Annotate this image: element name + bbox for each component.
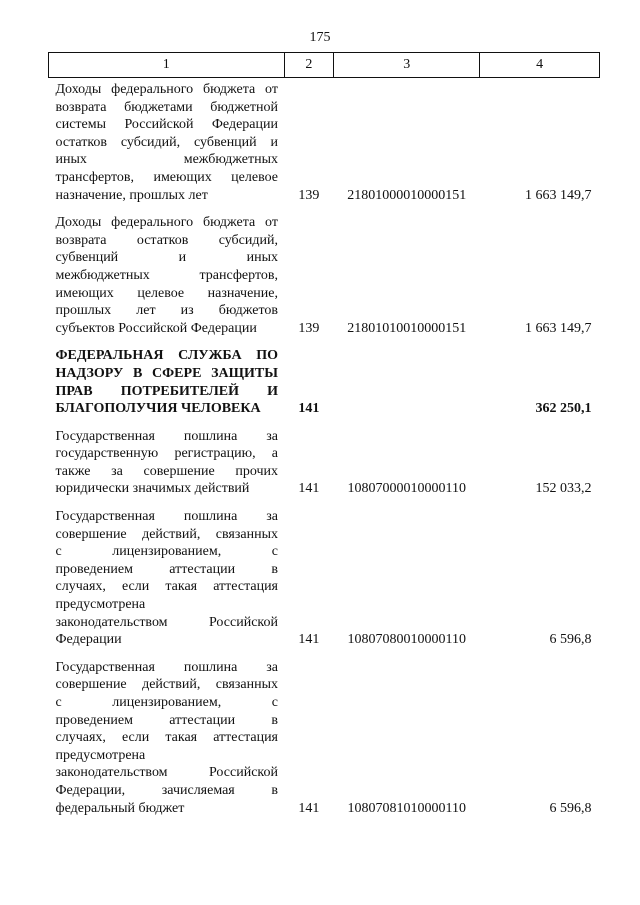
kbk-code bbox=[334, 337, 480, 417]
description-line: предусмотрена bbox=[55, 597, 146, 613]
kbk-code: 21801000010000151 bbox=[347, 187, 467, 203]
amount: 6 596,8 bbox=[549, 632, 592, 648]
description-line: субвенций и иных bbox=[55, 250, 278, 266]
description-line: имеющих целевое назначение, bbox=[55, 285, 278, 301]
admin-code: 141 bbox=[298, 632, 320, 648]
admin-code: 139 bbox=[298, 187, 320, 203]
description-line: БЛАГОПОЛУЧИЯ ЧЕЛОВЕКА bbox=[55, 401, 261, 417]
column-header-2: 2 bbox=[284, 53, 334, 78]
description-line: Федерации, зачисляемая в bbox=[55, 782, 278, 798]
row-description bbox=[49, 498, 285, 649]
description-line: субъектов Российской Федерации bbox=[55, 320, 257, 336]
description-line: Доходы федерального бюджета от bbox=[55, 215, 278, 231]
description-line: системы Российской Федерации bbox=[55, 117, 278, 133]
row-description bbox=[49, 204, 285, 337]
admin-code: 141 bbox=[298, 401, 320, 417]
description-line: НАДЗОРУ В СФЕРЕ ЗАЩИТЫ bbox=[55, 365, 278, 381]
description-line: возврата остатков субсидий, bbox=[55, 232, 278, 248]
page-number: 175 bbox=[309, 30, 331, 45]
description-line: возврата бюджетами бюджетной bbox=[55, 99, 278, 115]
table-row bbox=[49, 204, 600, 337]
table-row bbox=[49, 78, 600, 205]
description-line: Государственная пошлина за bbox=[55, 509, 278, 525]
table-header bbox=[49, 53, 600, 78]
description-line: случаях, если такая аттестация bbox=[55, 579, 278, 595]
description-line: иных межбюджетных bbox=[55, 152, 278, 168]
amount: 1 663 149,7 bbox=[525, 187, 592, 203]
description-line: Государственная пошлина за bbox=[55, 428, 278, 444]
description-line: предусмотрена bbox=[55, 747, 146, 763]
kbk-code: 10807000010000110 bbox=[347, 481, 467, 497]
description-line: Федерации bbox=[55, 632, 122, 648]
description-line: проведением аттестации в bbox=[55, 561, 278, 577]
amount: 152 033,2 bbox=[535, 481, 592, 497]
description-line: прошлых лет из бюджетов bbox=[55, 303, 278, 319]
description-line: проведением аттестации в bbox=[55, 712, 278, 728]
description-line: также за совершение прочих bbox=[55, 463, 278, 479]
row-description bbox=[49, 78, 285, 205]
amount: 362 250,1 bbox=[535, 401, 592, 417]
admin-code: 141 bbox=[298, 800, 320, 816]
description-line: Государственная пошлина за bbox=[55, 659, 278, 675]
row-description bbox=[49, 337, 285, 417]
admin-code: 141 bbox=[298, 481, 320, 497]
description-line: совершение действий, связанных bbox=[55, 526, 278, 542]
kbk-code: 10807081010000110 bbox=[347, 800, 467, 816]
description-line: случаях, если такая аттестация bbox=[55, 730, 278, 746]
description-line: с лицензированием, с bbox=[55, 544, 278, 560]
table-body bbox=[49, 78, 600, 818]
revenue-table bbox=[48, 52, 600, 817]
description-line: ФЕДЕРАЛЬНАЯ СЛУЖБА ПО bbox=[55, 348, 278, 364]
description-line: трансфертов, имеющих целевое bbox=[55, 169, 278, 185]
description-line: межбюджетных трансфертов, bbox=[55, 267, 278, 283]
kbk-code: 10807080010000110 bbox=[347, 632, 467, 648]
amount: 6 596,8 bbox=[549, 800, 592, 816]
table-row bbox=[49, 418, 600, 498]
description-line: законодательством Российской bbox=[55, 765, 278, 781]
description-line: государственную регистрацию, а bbox=[55, 446, 278, 462]
table-row bbox=[49, 649, 600, 817]
description-line: ПРАВ ПОТРЕБИТЕЛЕЙ И bbox=[55, 383, 278, 399]
column-header-1: 1 bbox=[49, 53, 285, 78]
description-line: юридически значимых действий bbox=[55, 481, 250, 497]
amount: 1 663 149,7 bbox=[525, 320, 592, 336]
description-line: федеральный бюджет bbox=[55, 800, 185, 816]
admin-code: 139 bbox=[298, 320, 320, 336]
description-line: остатков субсидий, субвенций и bbox=[55, 134, 278, 150]
column-header-4: 4 bbox=[480, 53, 600, 78]
row-description bbox=[49, 649, 285, 817]
table-row bbox=[49, 498, 600, 649]
column-header-3: 3 bbox=[334, 53, 480, 78]
row-description bbox=[49, 418, 285, 498]
description-line: совершение действий, связанных bbox=[55, 677, 278, 693]
description-line: Доходы федерального бюджета от bbox=[55, 82, 278, 97]
table-row bbox=[49, 337, 600, 417]
kbk-code: 21801010010000151 bbox=[347, 320, 467, 336]
description-line: назначение, прошлых лет bbox=[55, 187, 208, 203]
description-line: законодательством Российской bbox=[55, 614, 278, 630]
description-line: с лицензированием, с bbox=[55, 695, 278, 710]
